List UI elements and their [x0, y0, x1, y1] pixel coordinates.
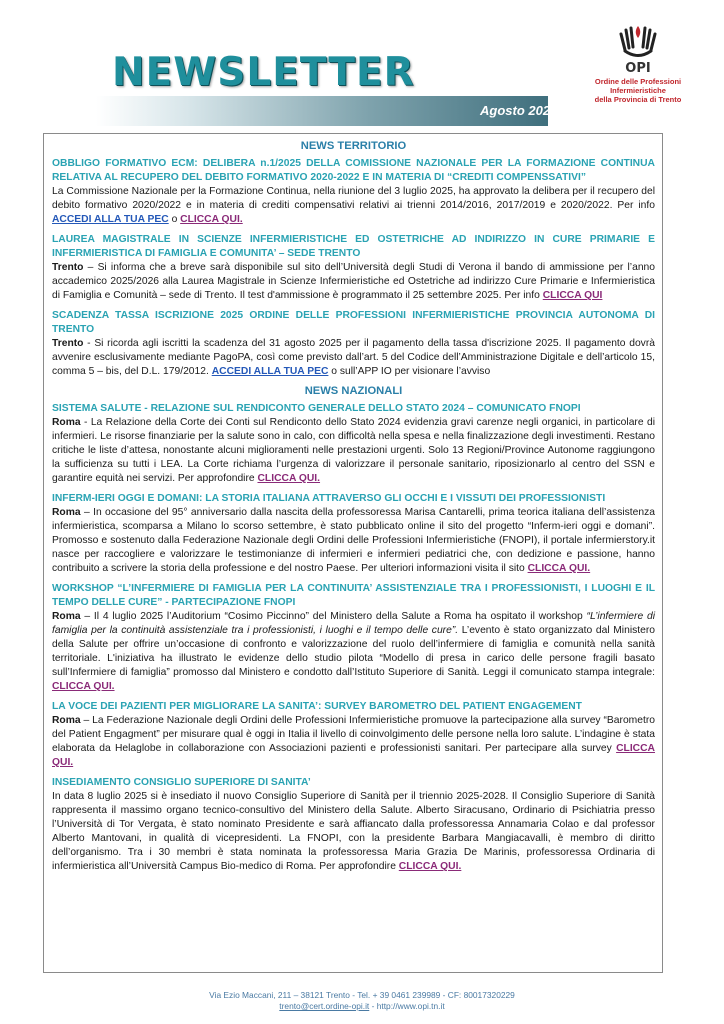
- workshop-title-italic: “L’infermiere di famiglia per la continuità assistenziale tra i professionisti, i luoghi e il tempo delle cure”.: [52, 611, 655, 636]
- article-title: INSEDIAMENTO CONSIGLIO SUPERIORE DI SANITA’: [52, 777, 311, 788]
- pec-link[interactable]: ACCEDI ALLA TUA PEC: [211, 366, 329, 377]
- opi-hands-logo-icon: [613, 20, 663, 60]
- clicca-qui-link[interactable]: CLICCA QUI: [542, 290, 603, 301]
- newsletter-header: [0, 0, 724, 135]
- section-heading-nazionali: NEWS NAZIONALI: [304, 385, 403, 397]
- article-title: OBBLIGO FORMATIVO ECM: DELIBERA n.1/2025 DELLA COMISSIONE NAZIONALE PER LA FORMAZIONE CONTINUA RELATIVA AL RECUPERO DEL DEBITO FORMATIVO 2020-2022 E IN MATERIA DI “CREDITI COMPENSSATIVI”: [52, 158, 655, 183]
- footer-email-link[interactable]: trento@cert.ordine-opi.it: [279, 1001, 370, 1011]
- article-body: [52, 610, 655, 694]
- article-title: WORKSHOP “L’INFERMIERE DI FAMIGLIA PER LA CONTINUITA’ ASSISTENZIALE TRA I PROFESSIONISTI, I LUOGHI E IL TEMPO DELLE CURE” - PARTECIPAZIONE FNOPI: [52, 583, 655, 608]
- logo-sub-line: Infermieristiche: [610, 86, 666, 95]
- article-text: – In occasione del 95° anniversario dalla nascita della professoressa Marisa Cantarelli, prima teorica italiana dell’assistenza infermieristica, scomparsa a Milano lo scorso settembre, è stato pubblicato online il sito del progetto “Inferm-ieri oggi e domani”. Promosso e sostenuto dalla Federazione Nazionale degli Ordini delle Professioni Infermieristiche (FNOPI), il portale infermierstory.it nasce per raccogliere e valorizzare le testimonianze di infermieri e infermieri pediatrici che, con dedizione e passione, hanno contribuito a scrivere la storia della professione e del nostro Paese. Per ulteriori informazioni visita il sito: [52, 507, 655, 574]
- article-body: [52, 506, 655, 576]
- article-text: – Il 4 luglio 2025 l’Auditorium “Cosimo Piccinno” del Ministero della Salute a Roma ha ospitato il workshop: [80, 611, 587, 622]
- opi-logo: [578, 20, 698, 125]
- issue-date: Agosto 2025: [480, 103, 558, 118]
- article-title: SISTEMA SALUTE - RELAZIONE SUL RENDICONTO GENERALE DELLO STATO 2024 – COMUNICATO FNOPI: [52, 403, 581, 414]
- article-text: - Si ricorda agli iscritti la scadenza del 31 agosto 2025 per il pagamento della tassa d'iscrizione 2025. Il pagamento dovrà avvenire esclusivamente mediante PagoPA, così come previsto dall’art. 5 del Codice dell’Amministrazione Digitale e dell’articolo 15, comma 5 – bis, del D.L. 179/2012.: [52, 338, 655, 377]
- article-body: [52, 261, 655, 303]
- logo-subtitle: [578, 77, 698, 104]
- article-text: La Commissione Nazionale per la Formazione Continua, nella riunione del 3 luglio 2025, ha approvato la delibera per il recupero del debito formativo 2020/2022 e in materia di crediti compensativi relativi ai trienni 2014/2016, 2017/2019 e 2020/2022. Per info: [52, 186, 655, 211]
- article-text: L’evento è stato organizzato dal Ministero della Salute per offrire un’occasione di confronto e valorizzazione del ruolo dell’infermiere di famiglia e comunità nella sanità territoriale. L'iniziativa ha illustrato le evidenze dello studio pilota “Modello di presa in carico delle persone fragili basato sull’Infermiere di famiglia” promosso dal Ministero e condotto dall’Istituto Superiore di Sanità. Leggi il comunicato stampa integrale:: [52, 625, 656, 678]
- newsletter-title: NEWSLETTER: [112, 50, 415, 95]
- article-text: - La Relazione della Corte dei Conti sul Rendiconto dello Stato 2024 evidenzia gravi carenze negli organici, in particolare di infermieri. Le risorse finanziarie per la salute sono in calo, con difficoltà nella spesa e nella finalizzazione degli investimenti. Restano critiche le liste d’attesa, nonostante alcuni miglioramenti nelle prestazioni urgenti. Solo 13 Regioni/Province Autonome raggiungono la sufficienza su tutti i LEA. La Corte richiama l’urgenza di valorizzare il personale sanitario, riposizionarlo al centro del SSN e garantire equità nei servizi. Per approfondire: [52, 417, 655, 484]
- pec-link[interactable]: ACCEDI ALLA TUA PEC: [52, 214, 169, 225]
- article-title: SCADENZA TASSA ISCRIZIONE 2025 ORDINE DELLE PROFESSIONI INFERMIERISTICHE PROVINCIA AUTONOMA DI TRENTO: [52, 310, 655, 335]
- logo-mark: OPI: [625, 61, 651, 76]
- section-heading-territorio: NEWS TERRITORIO: [300, 140, 407, 152]
- article-title: LA VOCE DEI PAZIENTI PER MIGLIORARE LA SANITA’: SURVEY BAROMETRO DEL PATIENT ENGAGEMENT: [52, 701, 582, 712]
- article-body: [52, 714, 655, 770]
- article-body: [52, 185, 655, 227]
- clicca-qui-link[interactable]: CLICCA QUI.: [180, 214, 243, 225]
- article-body: [52, 337, 655, 379]
- clicca-qui-link[interactable]: CLICCA QUI.: [257, 473, 321, 484]
- clicca-qui-link[interactable]: CLICCA QUI.: [527, 563, 591, 574]
- article-text: In data 8 luglio 2025 si è insediato il nuovo Consiglio Superiore di Sanità per il triennio 2025-2028. Il Consiglio Superiore di Sanità rappresenta il massimo organo tecnico-consultivo del Ministero della Salute. Alberto Siracusano, Ordinario di Psichiatria presso l’Università di Tor Vergata, è stato nominato Presidente e sarà affiancato dalla professoressa Annamaria Colao e dal professor Alberto Mantovani, in qualità di vicepresidenti. La FNOPI, con la presidente Barbara Mangiacavalli, è membro di diritto dell’organismo. Tra i 30 membri è stata nominata la professoressa Maria Grazia De Marinis, professoressa Ordinaria di infermieristica all’Università Campus Bio-medico di Roma. Per approfondire: [52, 791, 655, 872]
- article-body: [52, 790, 655, 874]
- article-place: Roma: [52, 611, 81, 622]
- article-place: Trento: [52, 338, 84, 349]
- clicca-qui-link[interactable]: CLICCA QUI.: [52, 681, 115, 692]
- article-text: o: [168, 214, 181, 225]
- footer-address: Via Ezio Maccani, 211 – 38121 Trento - Tel. + 39 0461 239989 - CF: 80017320229: [209, 990, 515, 1000]
- clicca-qui-link[interactable]: CLICCA QUI.: [52, 743, 655, 768]
- article-title: INFERM-IERI OGGI E DOMANI: LA STORIA ITALIANA ATTRAVERSO GLI OCCHI E I VISSUTI DEI PROFESSIONISTI: [52, 493, 606, 504]
- logo-sub-line: della Provincia di Trento: [594, 95, 682, 104]
- logo-sub-line: Ordine delle Professioni: [594, 77, 682, 86]
- article-text: – Si informa che a breve sarà disponibile sul sito dell’Università degli Studi di Verona il bando di ammissione per l’anno accademico 2025/2026 alla Laurea Magistrale in Scienze Infermieristiche ed Ostetriche ad indirizzo Cure Primarie e Infermieristica di Famiglia e Comunità – sede di Trento. Il test d'ammissione è programmato il 25 settembre 2025. Per info: [52, 262, 655, 301]
- newsletter-body: [43, 133, 663, 973]
- footer-contacts: [0, 1001, 724, 1012]
- article-title: LAUREA MAGISTRALE IN SCIENZE INFERMIERISTICHE ED OSTETRICHE AD INDIRIZZO IN CURE PRIMARIE E INFERMIERISTICA DI FAMIGLIA E COMUNITA’ – SEDE TRENTO: [52, 234, 655, 259]
- article-place: Trento: [52, 262, 84, 273]
- page-footer: [0, 990, 724, 1012]
- article-text: – La Federazione Nazionale degli Ordini delle Professioni Infermieristiche promuove la partecipazione alla survey “Barometro del Patient Engagment” per misurare qual è oggi in Italia il livello di coinvolgimento delle persone nella loro salute. L’indagine è stata elaborata da Helaglobe in collaborazione con Associazioni pazienti e professionisti sanitari. Per partecipare alla survey: [52, 715, 655, 754]
- article-text: o sull’APP IO per visionare l’avviso: [328, 366, 491, 377]
- clicca-qui-link[interactable]: CLICCA QUI.: [398, 861, 462, 872]
- article-body: [52, 416, 655, 486]
- footer-website-link[interactable]: http://www.opi.tn.it: [376, 1001, 445, 1011]
- article-place: Roma: [52, 507, 81, 518]
- article-place: Roma: [52, 417, 81, 428]
- footer-separator: -: [369, 1001, 377, 1011]
- article-place: Roma: [52, 715, 81, 726]
